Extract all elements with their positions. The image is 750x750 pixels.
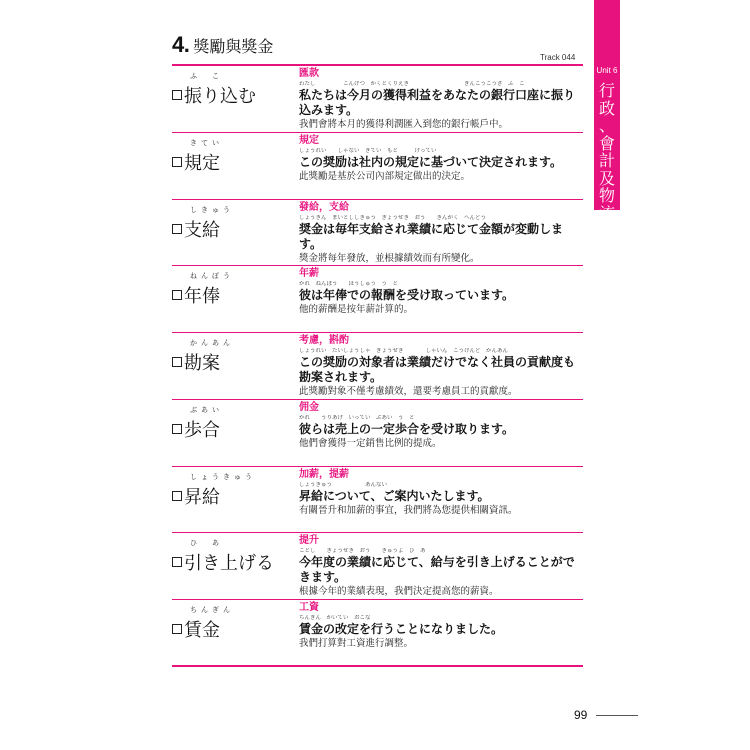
unit-title-char: 政 — [598, 98, 615, 118]
vocab-entry — [172, 400, 583, 466]
word-furigana: かんあん — [190, 339, 234, 347]
unit-title-char: 物 — [598, 186, 615, 205]
vocab-entry — [172, 600, 583, 666]
page-number-rule — [596, 715, 638, 716]
word-text: 年俸 — [184, 286, 220, 307]
checkbox[interactable] — [172, 557, 182, 567]
section-header — [172, 32, 273, 58]
word-text: 昇給 — [184, 487, 220, 508]
word-text: 振り込む — [184, 86, 256, 107]
translation: 匯款 — [299, 68, 319, 79]
checkbox[interactable] — [172, 90, 182, 100]
checkbox[interactable] — [172, 290, 182, 300]
translation: 佣金 — [299, 402, 319, 413]
example-furigana: しょうれい たいしょうしゃ ぎょうせき しゃいん こうけんど かんあん — [299, 348, 509, 354]
unit-title-char: 及 — [598, 168, 615, 188]
unit-label: Unit 6 — [596, 66, 618, 75]
entry-body — [299, 335, 583, 398]
checkbox[interactable] — [172, 424, 182, 434]
translation: 加薪，提薪 — [299, 469, 349, 480]
word-furigana: ねんぽう — [190, 272, 234, 280]
vocab-word — [172, 338, 290, 375]
chinese-translation: 他的薪酬是按年薪計算的。 — [299, 304, 414, 315]
example-sentence: この奨励の対象者は業績だけでなく社員の貢献度も勘案されます。 — [299, 355, 576, 384]
entry-body — [299, 402, 583, 450]
vocab-entry — [172, 133, 583, 199]
chinese-translation: 他們會獲得一定銷售比例的提成。 — [299, 438, 442, 449]
example-sentence: 彼らは売上の一定歩合を受け取ります。 — [299, 422, 515, 436]
word-furigana: ひ あ — [190, 539, 223, 547]
word-furigana: しょうきゅう — [190, 473, 256, 481]
entry-body — [299, 68, 583, 131]
chinese-translation: 此獎勵是基於公司內部規定做出的決定。 — [299, 171, 471, 182]
vocab-word — [172, 138, 290, 175]
example-sentence: 賃金の改定を行うことになりました。 — [299, 622, 504, 636]
track-label: Track 044 — [540, 53, 576, 62]
unit-title-char: 、 — [598, 116, 615, 135]
vocab-word — [172, 205, 290, 242]
chinese-translation: 根據今年的業績表現，我們決定提高您的薪資。 — [299, 586, 499, 597]
chinese-translation: 我們會將本月的獲得利潤匯入到您的銀行帳戶中。 — [299, 119, 509, 130]
section-title: 獎勵與獎金 — [193, 37, 274, 56]
vocab-word — [172, 538, 290, 575]
example-sentence: 奨金は毎年支給され業績に応じて金額が変動します。 — [299, 222, 564, 251]
word-text: 歩合 — [184, 420, 220, 441]
example-furigana: かれ うりあげ いってい ぶあい う と — [299, 415, 415, 421]
example-sentence: 昇給について、ご案内いたします。 — [299, 489, 490, 503]
chinese-translation: 我們打算對工資進行調整。 — [299, 638, 414, 649]
unit-title-char: 會 — [598, 133, 615, 153]
example-sentence: 今年度の業績に応じて、給与を引き上げることができます。 — [299, 555, 575, 584]
translation: 工資 — [299, 602, 319, 613]
entry-body — [299, 135, 583, 183]
unit-title-char: 行 — [598, 81, 615, 100]
checkbox[interactable] — [172, 357, 182, 367]
checkbox[interactable] — [172, 624, 182, 634]
translation: 提升 — [299, 535, 319, 546]
section-number: 4. — [172, 32, 190, 57]
word-furigana: きてい — [190, 139, 223, 147]
word-text: 引き上げる — [184, 553, 274, 574]
translation: 規定 — [299, 135, 319, 146]
translation: 年薪 — [299, 268, 319, 279]
translation: 考慮，斟酌 — [299, 335, 349, 346]
word-furigana: しきゅう — [190, 206, 234, 214]
example-furigana: ちんぎん かいてい おこな — [299, 615, 371, 621]
page-number: 99 — [574, 708, 588, 722]
vocab-word — [172, 271, 290, 308]
vocab-entry — [172, 200, 583, 266]
checkbox[interactable] — [172, 224, 182, 234]
example-sentence: この奨励は社内の規定に基づいて決定されます。 — [299, 155, 563, 169]
entry-body — [299, 469, 583, 517]
vocab-entry — [172, 66, 583, 132]
vocab-entry — [172, 333, 583, 399]
chinese-translation: 此獎勵對象不僅考慮績效，還要考慮員工的貢獻度。 — [299, 386, 518, 397]
unit-title — [594, 82, 620, 222]
vocab-word — [172, 472, 290, 509]
word-furigana: ちんぎん — [190, 606, 234, 614]
unit-title-char: 計 — [598, 151, 615, 170]
example-furigana: ことし ぎょうせき おう きゅうよ ひ あ — [299, 548, 426, 554]
vocab-word — [172, 71, 290, 108]
example-furigana: わたし こんげつ かくとくりえき ぎんこうこうざ ふ こ — [299, 81, 525, 87]
word-furigana: ぶあい — [190, 406, 223, 414]
example-furigana: しょうきん まいとししきゅう ぎょうせき おう きんがく へんどう — [299, 215, 487, 221]
example-sentence: 私たちは今月の獲得利益をあなたの銀行口座に振り込みます。 — [299, 88, 576, 117]
word-text: 賃金 — [184, 620, 220, 641]
example-furigana: しょうれい しゃない きてい もと けってい — [299, 148, 437, 154]
vocab-entry — [172, 533, 583, 599]
example-furigana: かれ ねんぽう ほうしゅう う と — [299, 281, 399, 287]
chinese-translation: 獎金將每年發放，並根據績效而有所變化。 — [299, 253, 480, 264]
translation: 發給，支給 — [299, 202, 349, 213]
word-text: 支給 — [184, 220, 220, 241]
checkbox[interactable] — [172, 157, 182, 167]
example-furigana: しょうきゅう あんない — [299, 482, 388, 488]
vocab-word — [172, 605, 290, 642]
entry-body — [299, 268, 583, 316]
vocab-entry — [172, 266, 583, 332]
unit-title-char: 流 — [598, 203, 615, 223]
entry-body — [299, 202, 583, 265]
word-furigana: ふ こ — [190, 72, 223, 80]
chinese-translation: 有關晉升和加薪的事宜，我們將為您提供相關資訊。 — [299, 505, 518, 516]
entry-body — [299, 602, 583, 650]
word-text: 勘案 — [184, 353, 220, 374]
section-bottom-rule — [172, 665, 583, 667]
checkbox[interactable] — [172, 491, 182, 501]
example-sentence: 彼は年俸での報酬を受け取っています。 — [299, 288, 515, 302]
vocab-entry — [172, 467, 583, 533]
entry-body — [299, 535, 583, 598]
vocab-word — [172, 405, 290, 442]
word-text: 規定 — [184, 153, 220, 174]
